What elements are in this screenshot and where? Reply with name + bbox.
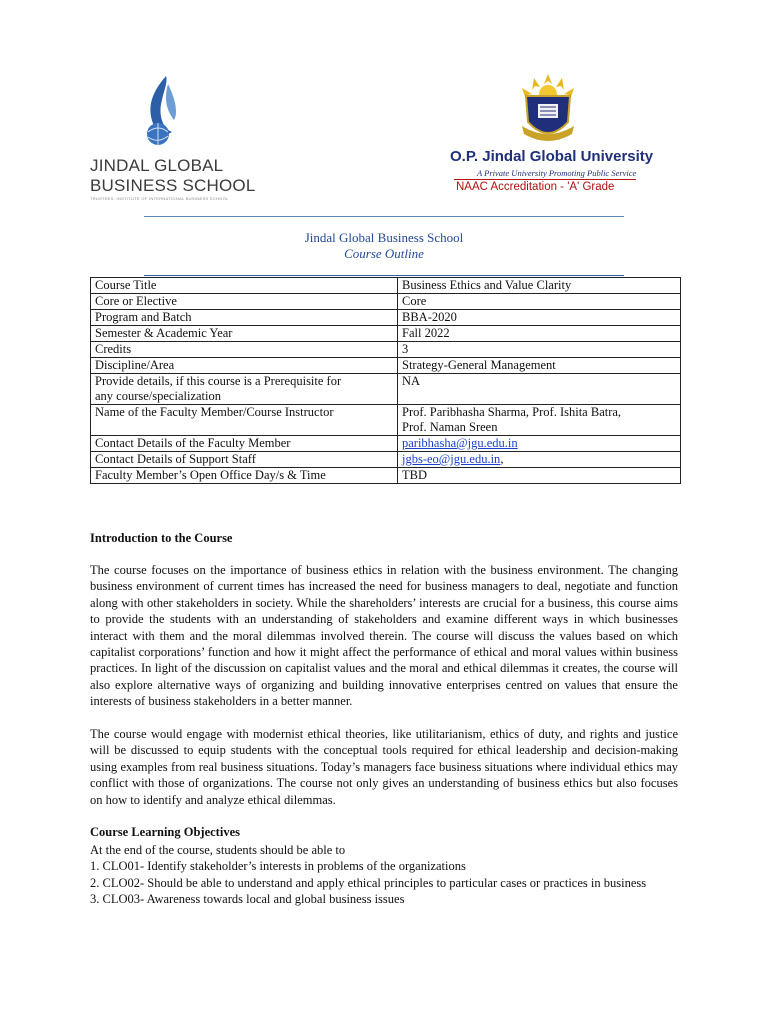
intro-paragraph-1: The course focuses on the importance of business ethics in relation with the business environment. The changing business environment of current times has increased the need for business managers to deal, negotiate and function along with other stakeholders in society. While the shareholders’ interests are crucial for a business, this course aims to provide the students with an understanding of stakeholders and examine different ways in which businesses interact with them and the moral dilemmas involved therein. The course will discuss the values based on which capitalist corporations’ function and how it might affect the performance of ethical and moral values within business practices. In light of the discussion on capitalist values and the moral and ethical dilemmas it creates, the course will also explore alternative ways of organizing and building innovative enterprises centred on values that ensure the interests of business stakeholders in a better manner.: [90, 563, 678, 709]
support-email-suffix: ,: [500, 452, 504, 466]
jgu-crest-icon: [512, 72, 584, 146]
cell-value: [398, 405, 681, 436]
header-divider: [144, 216, 624, 217]
jgbs-name-line1: JINDAL GLOBAL: [90, 156, 224, 175]
document-subtitle: Course Outline: [344, 246, 424, 261]
jgu-name: O.P. Jindal Global University: [450, 148, 654, 165]
cell-label: Credits: [91, 342, 398, 358]
support-email-link[interactable]: jgbs-eo@jgu.edu.in: [402, 452, 501, 466]
cell-value: [398, 436, 681, 452]
objectives-heading: Course Learning Objectives: [90, 825, 240, 839]
list-item: 1. CLO01- Identify stakeholder’s interests in problems of the organizations: [90, 859, 466, 874]
table-row: [91, 278, 681, 294]
cell-value: TBD: [398, 468, 681, 484]
jgbs-flame-globe-icon: [132, 74, 192, 154]
jgbs-name: [90, 156, 256, 196]
cell-value: Strategy-General Management: [398, 358, 681, 374]
table-row: [91, 452, 681, 468]
table-row: [91, 326, 681, 342]
list-item: 3. CLO03- Awareness towards local and global business issues: [90, 892, 405, 907]
table-row: [91, 294, 681, 310]
cell-value: NA: [398, 374, 681, 405]
jgbs-name-line2: BUSINESS SCHOOL: [90, 176, 256, 195]
table-row: [91, 342, 681, 358]
list-item: 2. CLO02- Should be able to understand and apply ethical principles to particular cases or practices in business: [90, 875, 647, 890]
subtitle-divider: [144, 275, 624, 276]
cell-value: Business Ethics and Value Clarity: [398, 278, 681, 294]
school-title: Jindal Global Business School: [304, 230, 464, 245]
table-row: [91, 358, 681, 374]
cell-label: Faculty Member’s Open Office Day/s & Time: [91, 468, 398, 484]
cell-value: BBA-2020: [398, 310, 681, 326]
course-info-table: [90, 277, 681, 484]
cell-value-line: Prof. Naman Sreen: [402, 420, 498, 434]
cell-label-line: Provide details, if this course is a Prerequisite for: [95, 374, 342, 388]
cell-label: Semester & Academic Year: [91, 326, 398, 342]
table-row: [91, 310, 681, 326]
jgbs-tagline: TRUSTEES: INSTITUTE OF INTERNATIONAL BUSINESS SCHOOL: [90, 196, 229, 201]
intro-paragraph-2: The course would engage with modernist ethical theories, like utilitarianism, ethics of duty, and rights and justice will be discussed to equip students with the conceptual tools required for ethical leadership and decision-making using examples from real business situations. Today’s managers face business situations where individual ethics may conflict with those of organizations. The course not only gives an understanding of business ethics but also focuses on how to identify and analyze ethical dilemmas.: [90, 727, 678, 807]
jgu-logo: [440, 72, 654, 200]
cell-value: Fall 2022: [398, 326, 681, 342]
cell-value-line: Prof. Paribhasha Sharma, Prof. Ishita Batra,: [402, 405, 622, 419]
cell-label: [91, 374, 398, 405]
jgu-accreditation: NAAC Accreditation - 'A' Grade: [456, 181, 615, 193]
cell-label: Contact Details of Support Staff: [91, 452, 398, 468]
cell-value: Core: [398, 294, 681, 310]
jgu-tagline: A Private University Promoting Public Service: [477, 168, 637, 178]
faculty-email-link[interactable]: paribhasha@jgu.edu.in: [402, 436, 518, 450]
table-row: [91, 436, 681, 452]
cell-value: [398, 452, 681, 468]
cell-label: Contact Details of the Faculty Member: [91, 436, 398, 452]
cell-value: 3: [398, 342, 681, 358]
cell-label: Program and Batch: [91, 310, 398, 326]
cell-label-line: any course/specialization: [95, 389, 221, 403]
jgu-divider: [454, 179, 636, 180]
objectives-list: [90, 842, 680, 908]
objectives-intro: At the end of the course, students should be able to: [90, 843, 346, 857]
cell-label: Course Title: [91, 278, 398, 294]
cell-label: Discipline/Area: [91, 358, 398, 374]
table-row: [91, 468, 681, 484]
jgbs-logo: [88, 74, 256, 204]
cell-label: Name of the Faculty Member/Course Instructor: [91, 405, 398, 436]
table-row: [91, 374, 681, 405]
intro-heading: Introduction to the Course: [90, 531, 233, 545]
table-row: [91, 405, 681, 436]
cell-label: Core or Elective: [91, 294, 398, 310]
